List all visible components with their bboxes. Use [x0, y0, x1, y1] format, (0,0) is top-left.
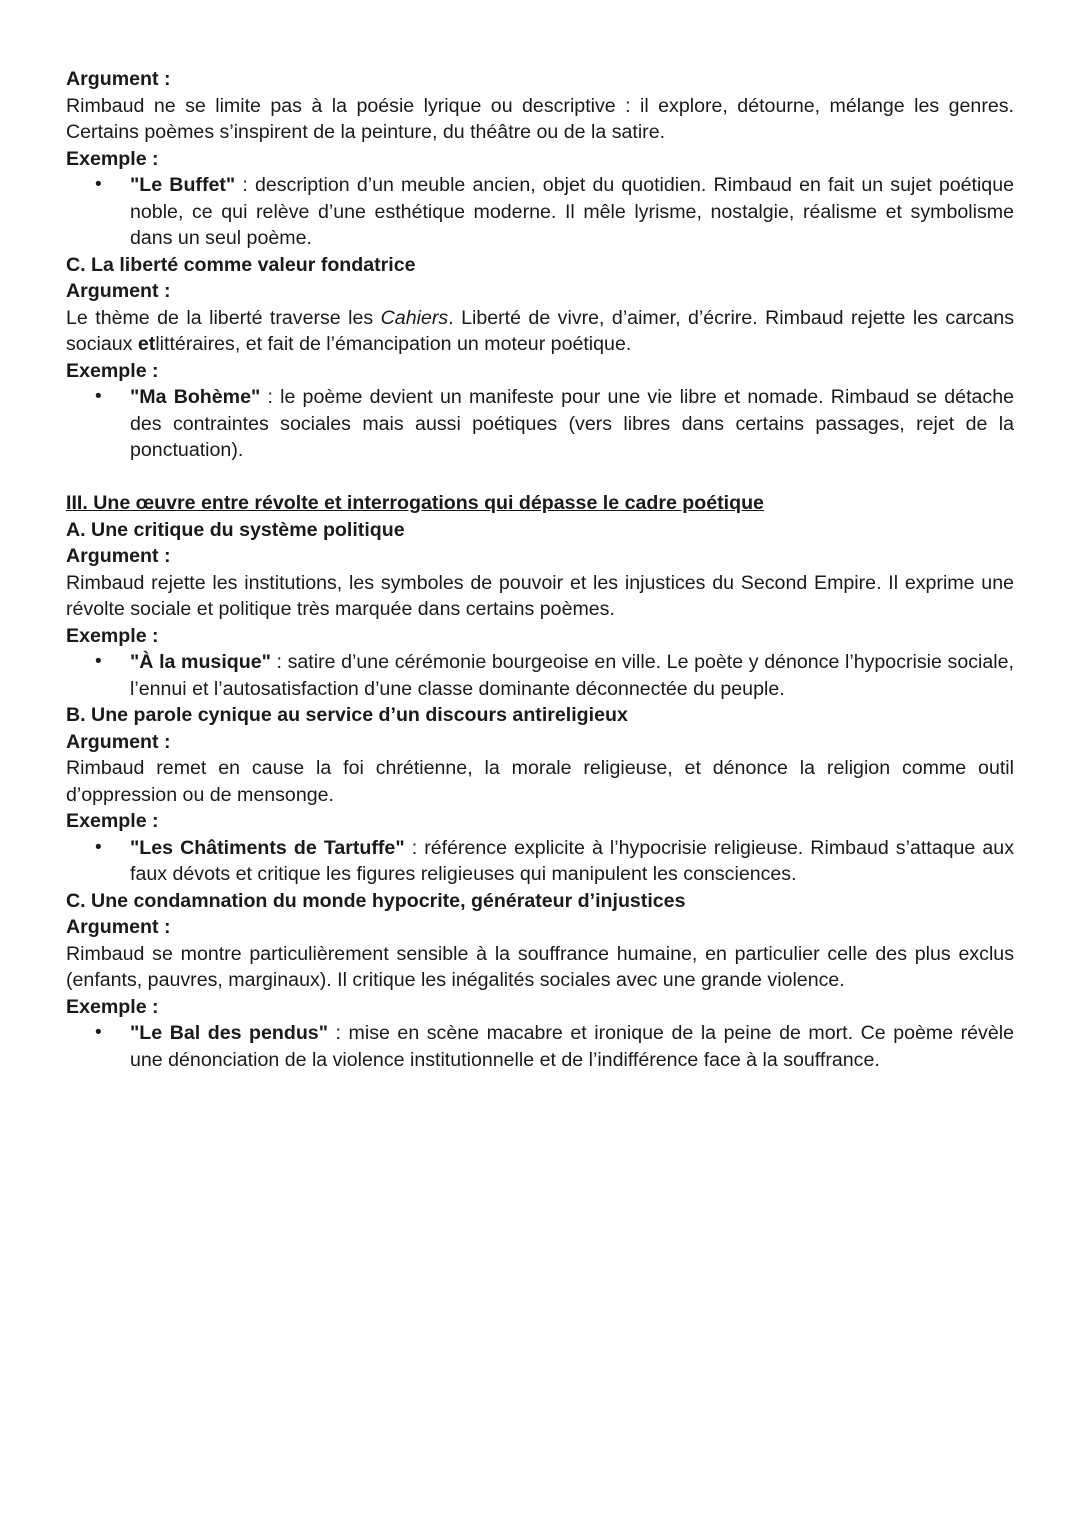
argument-text: Rimbaud ne se limite pas à la poésie lyrique ou descriptive : il explore, détourne, mélange les genres. Certains poèmes s’inspirent de la peinture, du théâtre ou de la satire.	[66, 94, 1014, 143]
poem-title: "Ma Bohème"	[130, 386, 261, 408]
section-heading: A. Une critique du système politique	[66, 518, 405, 541]
poem-title: "À la musique"	[130, 651, 271, 673]
argument-text-part: . Liberté de vivre, d’aimer, d’écrire. Rimbaud rejette les carcans sociaux	[66, 306, 1014, 355]
example-text: : mise en scène macabre et ironique de la peine de mort. Ce poème révèle une dénonciation de la violence institutionnelle et de l’indifférence face à la souffrance.	[130, 1022, 1015, 1071]
list-item	[130, 1020, 1014, 1073]
argument-label: Argument :	[66, 730, 171, 753]
argument-text-part: littéraires, et fait de l’émancipation un moteur poétique.	[155, 333, 632, 355]
example-list	[66, 384, 1014, 464]
argument-text-part: Le thème de la liberté traverse les	[66, 306, 381, 329]
example-label: Exemple :	[66, 995, 159, 1018]
cahiers-title: Cahiers	[380, 306, 449, 329]
list-item	[130, 172, 1014, 252]
argument-bold-word: et	[137, 333, 156, 355]
section-heading: C. La liberté comme valeur fondatrice	[66, 253, 416, 276]
argument-text	[66, 305, 1014, 358]
part-title: III. Une œuvre entre révolte et interrogations qui dépasse le cadre poétique	[66, 492, 764, 514]
example-list	[66, 1020, 1014, 1073]
list-item	[130, 835, 1014, 888]
example-label: Exemple :	[66, 147, 159, 170]
poem-title: "Le Buffet"	[130, 174, 236, 196]
example-label: Exemple :	[66, 359, 159, 382]
example-list	[66, 835, 1014, 888]
argument-text: Rimbaud se montre particulièrement sensible à la souffrance humaine, en particulier celle des plus exclus (enfants, pauvres, marginaux). Il critique les inégalités sociales avec une grande violence.	[66, 942, 1014, 991]
example-label: Exemple :	[66, 810, 159, 832]
example-list	[66, 649, 1014, 702]
section-heading: C. Une condamnation du monde hypocrite, générateur d’injustices	[66, 889, 686, 912]
poem-title: "Les Châtiments de Tartuffe"	[130, 836, 405, 859]
argument-label: Argument :	[66, 545, 171, 567]
example-label: Exemple :	[66, 624, 159, 647]
example-text: : satire d’une cérémonie bourgeoise en ville. Le poète y dénonce l’hypocrisie sociale, l’ennui et l’autosatisfaction d’une classe dominante déconnectée du peuple.	[130, 651, 1014, 700]
section-heading: B. Une parole cynique au service d’un discours antireligieux	[66, 704, 628, 726]
list-item	[130, 384, 1014, 464]
argument-label: Argument :	[66, 68, 171, 90]
list-item	[130, 649, 1014, 702]
argument-label: Argument :	[66, 916, 171, 938]
document-page	[66, 66, 1014, 1073]
argument-label: Argument :	[66, 280, 171, 302]
example-text: : référence explicite à l’hypocrisie religieuse. Rimbaud s’attaque aux faux dévots et critique les figures religieuses qui manipulent les consciences.	[130, 836, 1014, 885]
argument-text: Rimbaud remet en cause la foi chrétienne, la morale religieuse, et dénonce la religion comme outil d’oppression ou de mensonge.	[66, 757, 1014, 806]
argument-text: Rimbaud rejette les institutions, les symboles de pouvoir et les injustices du Second Empire. Il exprime une révolte sociale et politique très marquée dans certains poèmes.	[66, 571, 1014, 620]
example-text: : le poème devient un manifeste pour une vie libre et nomade. Rimbaud se détache des contraintes sociales mais aussi poétiques (vers libres dans certains passages, rejet de la ponctuation).	[130, 386, 1015, 461]
poem-title: "Le Bal des pendus"	[130, 1022, 328, 1044]
example-list	[66, 172, 1014, 252]
example-text: : description d’un meuble ancien, objet du quotidien. Rimbaud en fait un sujet poétique noble, ce qui relève d’une esthétique moderne. Il mêle lyrisme, nostalgie, réalisme et symbolisme dans un seul poème.	[130, 174, 1015, 249]
